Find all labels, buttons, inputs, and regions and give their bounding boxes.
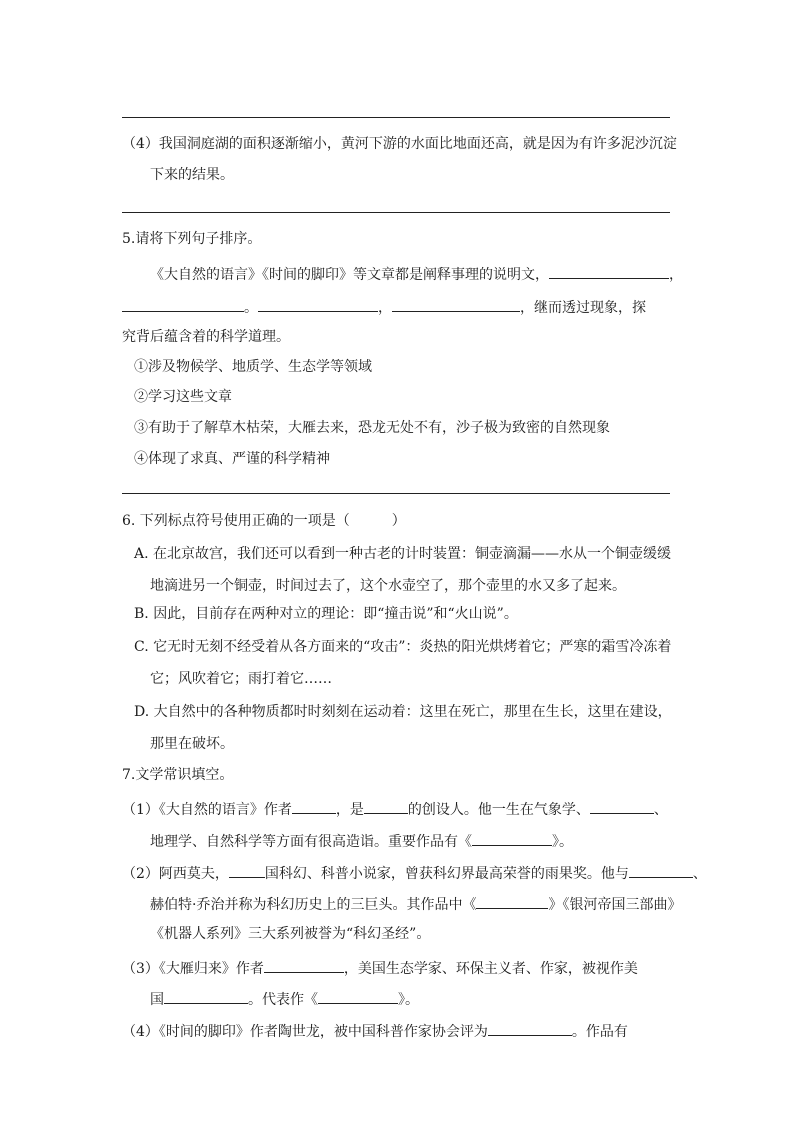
q5-stem-line-3: 究背后蕴含着的科学道理。: [122, 329, 290, 345]
q7-p1-blank-1[interactable]: [292, 797, 336, 814]
q7-p2-text-c: 、: [692, 866, 707, 882]
answer-line: [122, 117, 670, 118]
q7-p1-text-f: 》。: [552, 834, 573, 850]
q7-part-3-line-2: [150, 987, 419, 1010]
q6-option-a-line-2: 地滴进另一个铜壶，时间过去了，这个水壶空了，那个壶里的水又多了起来。: [150, 578, 626, 594]
q7-part-3-line-1: [122, 956, 638, 979]
q6-option-b: B. 因此，目前存在两种对立的理论：即“撞击说”和“火山说”。: [134, 606, 518, 622]
q7-part-1-line-1: [122, 797, 668, 820]
q7-part-2-line-2: [150, 892, 681, 915]
q7-p1-text-c: 的创设人。他一生在气象学、: [407, 802, 590, 818]
q5-blank-2[interactable]: [122, 295, 244, 312]
q5-stem-text: 《大自然的语言》《时间的脚印》等文章都是阐释事理的说明文，: [150, 267, 549, 283]
q6-option-c-line-1: C. 它无时无刻不经受着从各方面来的“攻击”：炎热的阳光烘烤着它；严寒的霜雪冷冻着: [134, 639, 672, 655]
q5-stem-line-1: [150, 262, 683, 285]
q7-p1-blank-2[interactable]: [364, 797, 408, 814]
q6-option-c-line-2: 它；风吹着它；雨打着它……: [150, 671, 332, 687]
q7-p3-text-a: （3）《大雁归来》作者: [122, 961, 264, 977]
q5-item-4: ④体现了求真、严谨的科学精神: [134, 451, 330, 467]
q6-option-a-line-1: A. 在北京故宫，我们还可以看到一种古老的计时装置：铜壶滴漏——水从一个铜壶缓缓: [134, 546, 672, 562]
q5-blank-3[interactable]: [258, 295, 378, 312]
q7-p3-blank-2[interactable]: [164, 987, 248, 1004]
q7-p3-blank-1[interactable]: [264, 956, 344, 973]
q5-blank-1[interactable]: [549, 262, 669, 279]
q4-line-1: （4）我国洞庭湖的面积逐渐缩小，黄河下游的水面比地面还高，就是因为有许多泥沙沉淀: [122, 136, 677, 152]
q7-p2-blank-3[interactable]: [476, 892, 548, 909]
q7-p3-text-b: ，美国生态学家、环保主义者、作家，被视作美: [343, 961, 638, 977]
q7-p3-text-d: 。代表作《: [248, 992, 318, 1008]
q7-part-1-line-2: [150, 829, 573, 852]
q5-item-1: ①涉及物候学、地质学、生态学等领域: [134, 359, 372, 375]
q6-title: 6. 下列标点符号使用正确的一项是（ ）: [122, 513, 406, 529]
q7-part-4-line-1: [122, 1019, 628, 1042]
q7-part-2-line-1: [122, 861, 707, 884]
q5-comma: ，: [669, 267, 683, 283]
q7-p1-blank-4[interactable]: [472, 829, 552, 846]
q7-p1-text-a: （1）《大自然的语言》作者: [122, 802, 292, 818]
q5-comma-2: ，: [378, 300, 392, 316]
q7-p2-text-d: 赫伯特·乔治并称为科幻历史上的三巨头。其作品中《: [150, 897, 477, 913]
q7-p4-text-a: （4）《时间的脚印》作者陶世龙，被中国科普作家协会评为: [122, 1024, 488, 1040]
q5-stem-line-2: [122, 295, 646, 318]
answer-line: [122, 212, 670, 213]
q5-stem-tail: ，继而透过现象，探: [520, 300, 646, 316]
q7-p1-blank-3[interactable]: [590, 797, 654, 814]
q5-title: 5.请将下列句子排序。: [122, 231, 262, 247]
q7-p2-blank-2[interactable]: [629, 861, 693, 878]
q7-p2-text-a: （2）阿西莫夫，: [122, 866, 229, 882]
q7-p3-blank-3[interactable]: [318, 987, 398, 1004]
q6-option-d-line-2: 那里在破坏。: [150, 736, 234, 752]
q7-part-2-line-3: 《机器人系列》三大系列被誉为“科幻圣经”。: [150, 926, 431, 942]
q5-blank-4[interactable]: [392, 295, 520, 312]
q7-p2-text-b: 国科幻、科普小说家，曾获科幻界最高荣誉的雨果奖。他与: [264, 866, 629, 882]
q7-p4-text-b: 。作品有: [571, 1024, 628, 1040]
q7-p2-text-e: 》《银河帝国三部曲》: [548, 897, 682, 913]
q7-p2-blank-1[interactable]: [229, 861, 265, 878]
q7-p4-blank-1[interactable]: [488, 1019, 572, 1036]
q5-period: 。: [244, 300, 258, 316]
answer-line: [122, 493, 670, 494]
q5-item-3: ③有助于了解草木枯荣，大雁去来，恐龙无处不有，沙子极为致密的自然现象: [134, 420, 610, 436]
q7-title: 7.文学常识填空。: [122, 767, 234, 783]
q7-p1-text-e: 地理学、自然科学等方面有很高造诣。重要作品有《: [150, 834, 472, 850]
q7-p3-text-c: 国: [150, 992, 164, 1008]
q7-p1-text-d: 、: [653, 802, 668, 818]
q7-p1-text-b: ，是: [335, 802, 364, 818]
q5-item-2: ②学习这些文章: [134, 389, 232, 405]
q6-option-d-line-1: D. 大自然中的各种物质都时时刻刻在运动着：这里在死亡，那里在生长，这里在建设，: [134, 704, 672, 720]
q7-p3-text-e: 》。: [398, 992, 419, 1008]
q4-line-2: 下来的结果。: [150, 167, 234, 183]
